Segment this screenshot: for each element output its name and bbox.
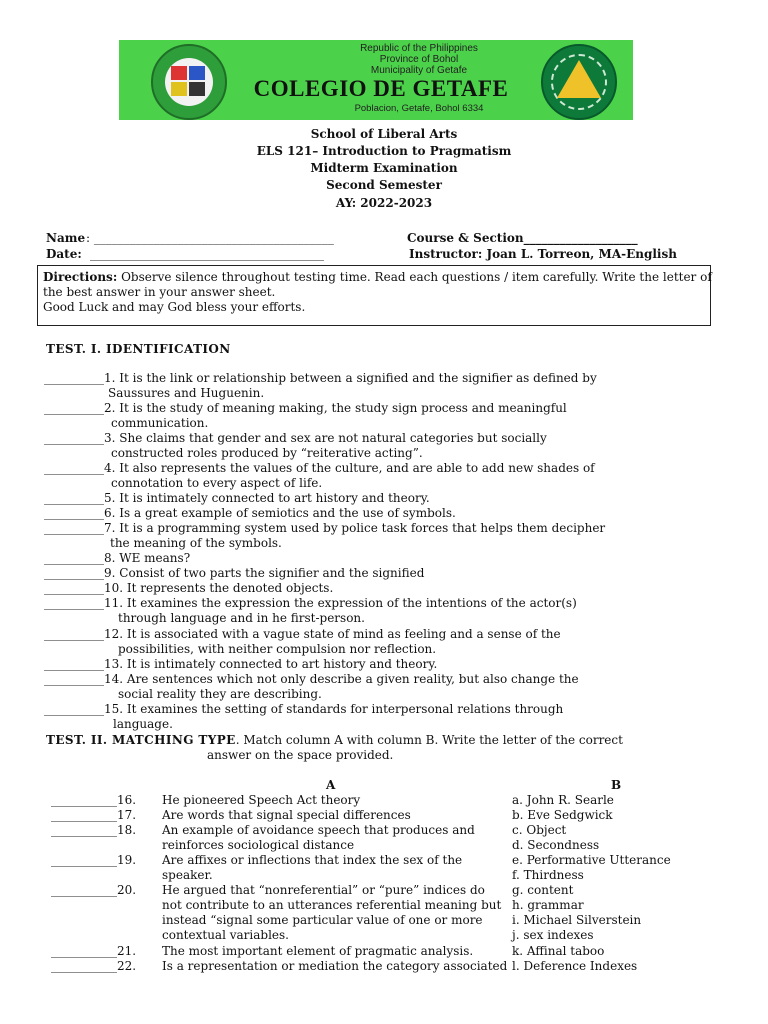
semester: Second Semester bbox=[326, 178, 442, 192]
matching-item: contextual variables. bbox=[162, 928, 289, 942]
test1-line: __________4. It also represents the values of the culture, and are able to add new shades of bbox=[44, 461, 595, 475]
choice-f: f. Thirdness bbox=[512, 868, 584, 882]
test1-line: language. bbox=[113, 717, 173, 731]
test2-instructions-1: . Match column A with column B. Write the letter of the correct bbox=[235, 733, 623, 747]
test1-line: __________3. She claims that gender and sex are not natural categories but socially bbox=[44, 431, 547, 445]
answer-blank-17[interactable]: ___________17. bbox=[51, 808, 137, 822]
municipal-seal-icon bbox=[151, 44, 227, 120]
test1-line: __________7. It is a programming system used by police task forces that helps them decipher bbox=[44, 521, 606, 535]
name-label: Name bbox=[46, 231, 86, 245]
directions-text-1: Observe silence throughout testing time. Read each questions / item carefully. Write the letter of bbox=[117, 270, 712, 284]
college-seal-icon bbox=[541, 44, 617, 120]
test1-line: __________5. It is intimately connected to art history and theory. bbox=[44, 491, 430, 505]
directions-line-1 bbox=[43, 270, 712, 284]
column-b-header: B bbox=[611, 778, 622, 792]
banner-province: Province of Bohol bbox=[379, 54, 459, 65]
test1-line: connotation to every aspect of life. bbox=[111, 476, 323, 490]
course-section-field[interactable]: Course & Section___________________ bbox=[407, 231, 638, 245]
test1-line: __________14. Are sentences which not only describe a given reality, but also change the bbox=[44, 672, 579, 686]
choice-j: j. sex indexes bbox=[512, 928, 594, 942]
answer-blank-18[interactable]: ___________18. bbox=[51, 823, 137, 837]
test1-line: the meaning of the symbols. bbox=[110, 536, 282, 550]
test1-line: __________10. It represents the denoted objects. bbox=[44, 581, 334, 595]
school-address: Poblacion, Getafe, Bohol 6334 bbox=[354, 103, 484, 114]
choice-l: l. Deference Indexes bbox=[512, 959, 638, 973]
answer-blank-20[interactable]: ___________20. bbox=[51, 883, 137, 897]
test1-line: through language and in he first-person. bbox=[118, 611, 365, 625]
test1-line: Saussures and Huguenin. bbox=[108, 386, 265, 400]
date-label: Date: bbox=[46, 247, 82, 261]
matching-item: reinforces sociological distance bbox=[162, 838, 355, 852]
matching-item: Are words that signal special differences bbox=[162, 808, 411, 822]
test1-line: __________2. It is the study of meaning making, the study sign process and meaningful bbox=[44, 401, 567, 415]
test2-title: TEST. II. MATCHING TYPE bbox=[46, 733, 236, 747]
matching-item: An example of avoidance speech that produces and bbox=[162, 823, 475, 837]
test1-line: __________11. It examines the expression the expression of the intentions of the actor(s) bbox=[44, 596, 577, 610]
test1-title: TEST. I. IDENTIFICATION bbox=[46, 342, 231, 356]
instructor: Instructor: Joan L. Torreon, MA-English bbox=[409, 247, 677, 261]
directions-label: Directions: bbox=[43, 270, 118, 284]
test1-line: possibilities, with neither compulsion nor reflection. bbox=[118, 642, 437, 656]
test1-line: __________9. Consist of two parts the signifier and the signified bbox=[44, 566, 425, 580]
matching-item: The most important element of pragmatic analysis. bbox=[162, 944, 474, 958]
test2-instructions-2: answer on the space provided. bbox=[207, 748, 394, 762]
matching-item: instead “signal some particular value of one or more bbox=[162, 913, 483, 927]
name-field[interactable]: : ________________________________________ bbox=[86, 231, 334, 245]
matching-item: not contribute to an utterances referential meaning but bbox=[162, 898, 502, 912]
choice-e: e. Performative Utterance bbox=[512, 853, 671, 867]
choice-h: h. grammar bbox=[512, 898, 584, 912]
test1-line: social reality they are describing. bbox=[118, 687, 322, 701]
choice-d: d. Secondness bbox=[512, 838, 600, 852]
choice-c: c. Object bbox=[512, 823, 567, 837]
answer-blank-19[interactable]: ___________19. bbox=[51, 853, 137, 867]
answer-blank-22[interactable]: ___________22. bbox=[51, 959, 137, 973]
exam-title: Midterm Examination bbox=[310, 161, 458, 175]
academic-year: AY: 2022-2023 bbox=[335, 196, 433, 210]
choice-a: a. John R. Searle bbox=[512, 793, 614, 807]
matching-item: Is a representation or mediation the category associated bbox=[162, 959, 508, 973]
matching-item: speaker. bbox=[162, 868, 213, 882]
banner-republic: Republic of the Philippines bbox=[360, 43, 478, 54]
choice-g: g. content bbox=[512, 883, 574, 897]
course-title: ELS 121– Introduction to Pragmatism bbox=[256, 144, 512, 158]
choice-b: b. Eve Sedgwick bbox=[512, 808, 613, 822]
answer-blank-16[interactable]: ___________16. bbox=[51, 793, 137, 807]
directions-line-2: the best answer in your answer sheet. bbox=[43, 285, 276, 299]
choice-k: k. Affinal taboo bbox=[512, 944, 605, 958]
test2-heading bbox=[46, 733, 623, 747]
matching-item: He pioneered Speech Act theory bbox=[162, 793, 361, 807]
school-of: School of Liberal Arts bbox=[310, 127, 458, 141]
matching-item: He argued that “nonreferential” or “pure” indices do bbox=[162, 883, 485, 897]
test1-line: __________1. It is the link or relationship between a signified and the signifier as defined by bbox=[44, 371, 597, 385]
school-name: COLEGIO DE GETAFE bbox=[253, 76, 509, 101]
test1-line: __________13. It is intimately connected to art history and theory. bbox=[44, 657, 438, 671]
answer-blank-21[interactable]: ___________21. bbox=[51, 944, 137, 958]
directions-line-3: Good Luck and may God bless your efforts. bbox=[43, 300, 306, 314]
test1-line: constructed roles produced by “reiterative acting”. bbox=[111, 446, 423, 460]
date-field[interactable]: _______________________________________ bbox=[90, 247, 324, 261]
choice-i: i. Michael Silverstein bbox=[512, 913, 642, 927]
test1-line: __________6. Is a great example of semiotics and the use of symbols. bbox=[44, 506, 456, 520]
test1-line: communication. bbox=[111, 416, 209, 430]
test1-line: __________8. WE means? bbox=[44, 551, 191, 565]
school-banner bbox=[119, 40, 633, 120]
banner-municipality: Municipality of Getafe bbox=[370, 65, 468, 76]
test1-line: __________12. It is associated with a vague state of mind as feeling and a sense of the bbox=[44, 627, 561, 641]
column-a-header: A bbox=[326, 778, 336, 792]
matching-item: Are affixes or inflections that index the sex of the bbox=[162, 853, 463, 867]
test1-line: __________15. It examines the setting of standards for interpersonal relations through bbox=[44, 702, 564, 716]
